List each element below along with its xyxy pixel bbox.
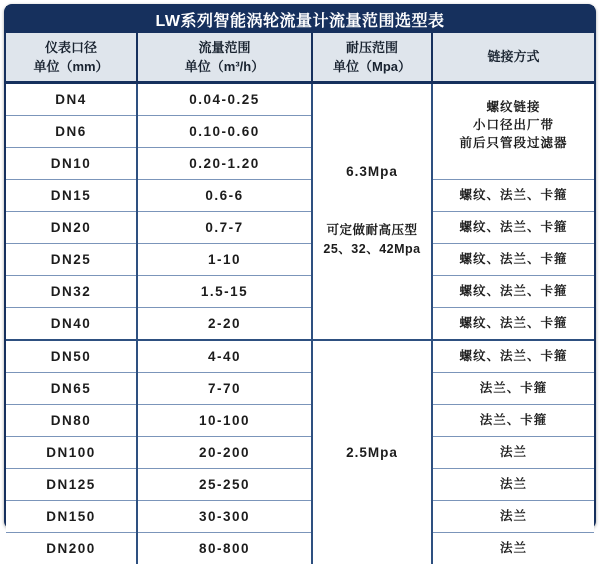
table-row — [6, 340, 594, 373]
flow-range-cell: 0.20-1.20 — [137, 148, 312, 180]
flow-range-cell: 0.10-0.60 — [137, 116, 312, 148]
header-flow-range — [137, 33, 312, 83]
table-row — [6, 212, 594, 244]
connection-cell: 法兰、卡箍 — [432, 405, 594, 437]
header-pressure-range — [312, 33, 432, 83]
diameter-cell: DN20 — [6, 212, 137, 244]
diameter-cell: DN10 — [6, 148, 137, 180]
diameter-cell: DN125 — [6, 469, 137, 501]
connection-cell: 螺纹链接 小口径出厂带 前后只管段过滤器 — [432, 83, 594, 180]
flow-range-cell: 80-800 — [137, 533, 312, 564]
pressure-value: 6.3Mpa — [314, 164, 430, 179]
table-row — [6, 373, 594, 405]
diameter-cell: DN150 — [6, 501, 137, 533]
flow-range-cell: 1.5-15 — [137, 276, 312, 308]
table-row — [6, 83, 594, 116]
diameter-cell: DN200 — [6, 533, 137, 564]
table-row — [6, 501, 594, 533]
connection-cell: 法兰 — [432, 501, 594, 533]
table-row — [6, 180, 594, 212]
pressure-note: 可定做耐高压型 25、32、42Mpa — [314, 221, 430, 259]
header-row — [6, 33, 594, 83]
connection-cell: 法兰、卡箍 — [432, 373, 594, 405]
connection-cell: 螺纹、法兰、卡箍 — [432, 340, 594, 373]
table-row — [6, 276, 594, 308]
header-flow-range-line1: 流量范围 — [139, 38, 310, 58]
connection-cell: 法兰 — [432, 469, 594, 501]
diameter-cell: DN32 — [6, 276, 137, 308]
diameter-cell: DN15 — [6, 180, 137, 212]
connection-cell: 螺纹、法兰、卡箍 — [432, 276, 594, 308]
table-frame — [4, 4, 596, 529]
header-diameter-line1: 仪表口径 — [7, 38, 135, 58]
flow-range-cell: 1-10 — [137, 244, 312, 276]
header-diameter-line2: 单位（mm） — [7, 57, 135, 77]
table-row — [6, 405, 594, 437]
flow-range-cell: 0.04-0.25 — [137, 83, 312, 116]
connection-cell: 法兰 — [432, 437, 594, 469]
table-row — [6, 244, 594, 276]
connection-cell: 螺纹、法兰、卡箍 — [432, 212, 594, 244]
diameter-cell: DN80 — [6, 405, 137, 437]
flow-range-cell: 4-40 — [137, 340, 312, 373]
header-connection — [432, 33, 594, 83]
flow-range-cell: 30-300 — [137, 501, 312, 533]
diameter-cell: DN65 — [6, 373, 137, 405]
connection-cell: 螺纹、法兰、卡箍 — [432, 244, 594, 276]
diameter-cell: DN100 — [6, 437, 137, 469]
flow-range-cell: 0.6-6 — [137, 180, 312, 212]
flow-range-cell: 0.7-7 — [137, 212, 312, 244]
header-pressure-range-line2: 单位（Mpa） — [314, 57, 430, 77]
table-row — [6, 469, 594, 501]
header-connection-line1: 链接方式 — [434, 47, 593, 67]
diameter-cell: DN4 — [6, 83, 137, 116]
table-row — [6, 533, 594, 564]
pressure-value: 2.5Mpa — [314, 445, 430, 460]
diameter-cell: DN40 — [6, 308, 137, 341]
diameter-cell: DN50 — [6, 340, 137, 373]
flow-range-cell: 7-70 — [137, 373, 312, 405]
table-row — [6, 308, 594, 341]
pressure-cell — [312, 340, 432, 564]
flow-range-cell: 20-200 — [137, 437, 312, 469]
selection-table — [6, 33, 594, 564]
table-row — [6, 437, 594, 469]
flow-range-cell: 2-20 — [137, 308, 312, 341]
connection-cell: 螺纹、法兰、卡箍 — [432, 308, 594, 341]
connection-cell: 螺纹、法兰、卡箍 — [432, 180, 594, 212]
diameter-cell: DN25 — [6, 244, 137, 276]
flow-range-cell: 10-100 — [137, 405, 312, 437]
flow-range-cell: 25-250 — [137, 469, 312, 501]
diameter-cell: DN6 — [6, 116, 137, 148]
header-diameter — [6, 33, 137, 83]
connection-cell: 法兰 — [432, 533, 594, 564]
table-title: LW系列智能涡轮流量计流量范围选型表 — [6, 6, 594, 33]
header-flow-range-line2: 单位（m³/h） — [139, 57, 310, 77]
pressure-cell — [312, 83, 432, 341]
header-pressure-range-line1: 耐压范围 — [314, 38, 430, 58]
